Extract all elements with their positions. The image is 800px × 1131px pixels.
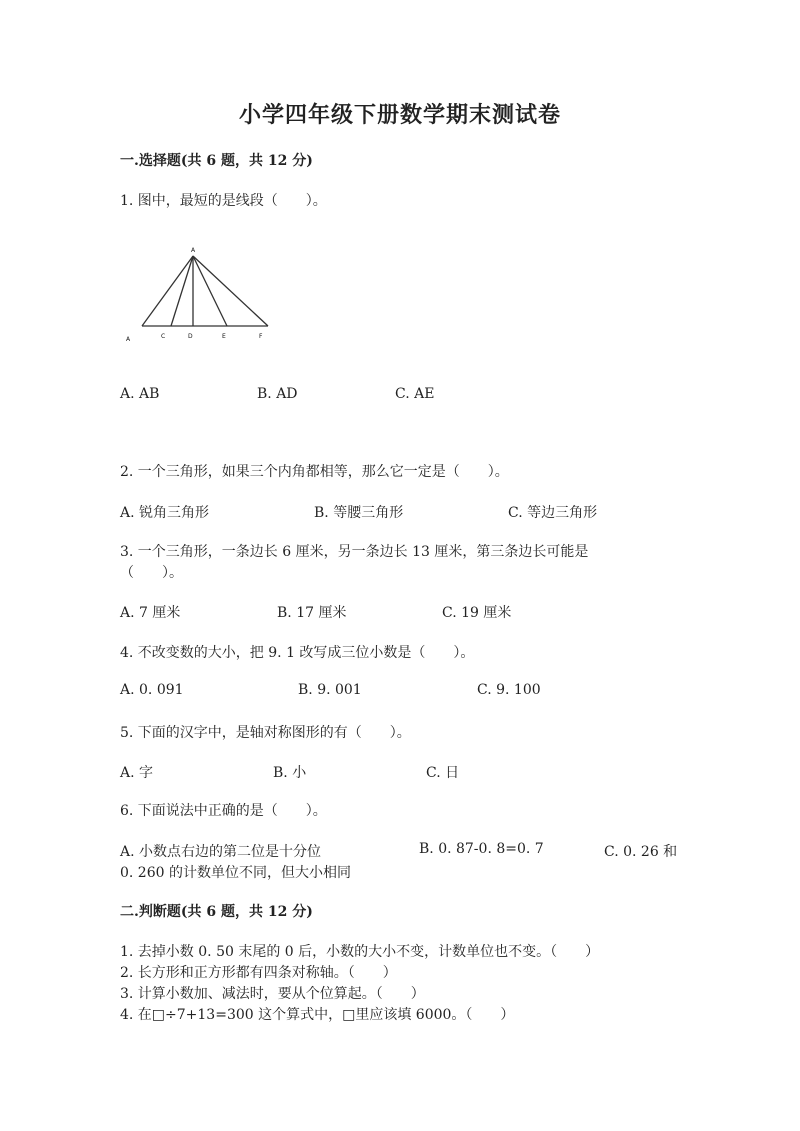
- label-point-f: F: [259, 333, 263, 340]
- judgement-item-3: 3. 计算小数加、减法时，要从个位算起。（ ）: [120, 986, 425, 1002]
- q3-option-a: A. 7 厘米: [120, 605, 181, 621]
- segment-ac: [171, 256, 193, 326]
- q6-option-b: B. 0. 87-0. 8=0. 7: [419, 841, 544, 857]
- judgement-item-2: 2. 长方形和正方形都有四条对称轴。（ ）: [120, 965, 397, 981]
- judgement-item-4: 4. 在□÷7+13=300 这个算式中，□里应该填 6000。（ ）: [120, 1007, 515, 1023]
- question-5: 5. 下面的汉字中，是轴对称图形的有（ ）。: [120, 725, 411, 741]
- q4-option-b: B. 9. 001: [298, 682, 362, 698]
- q2-option-c: C. 等边三角形: [508, 505, 598, 521]
- section-heading-choice: 一.选择题(共 6 题，共 12 分): [120, 153, 313, 169]
- q2-option-a: A. 锐角三角形: [120, 505, 210, 521]
- question-6: 6. 下面说法中正确的是（ ）。: [120, 803, 327, 819]
- q6-option-c-continued: 0. 260 的计数单位不同，但大小相同: [120, 865, 351, 881]
- triangle-figure: [120, 240, 280, 350]
- q3-option-b: B. 17 厘米: [277, 605, 347, 621]
- judgement-item-1: 1. 去掉小数 0. 50 末尾的 0 后，小数的大小不变，计数单位也不变。（ ）: [120, 944, 600, 960]
- q5-option-c: C. 日: [426, 765, 460, 781]
- question-2: 2. 一个三角形，如果三个内角都相等，那么它一定是（ ）。: [120, 464, 509, 480]
- segment-ae: [193, 256, 227, 326]
- page-title: 小学四年级下册数学期末测试卷: [238, 102, 561, 128]
- q3-option-c: C. 19 厘米: [442, 605, 512, 621]
- label-point-c: C: [161, 333, 166, 340]
- segment-ab: [142, 256, 193, 326]
- q4-option-c: C. 9. 100: [477, 682, 541, 698]
- label-point-d: D: [188, 333, 193, 340]
- question-4: 4. 不改变数的大小，把 9. 1 改写成三位小数是（ ）。: [120, 645, 475, 661]
- q1-option-b: B. AD: [257, 386, 298, 402]
- q5-option-b: B. 小: [273, 765, 307, 781]
- q6-option-c: C. 0. 26 和: [604, 844, 678, 860]
- question-1: 1. 图中，最短的是线段（ ）。: [120, 193, 327, 209]
- q2-option-b: B. 等腰三角形: [314, 505, 404, 521]
- label-apex: A: [191, 247, 196, 254]
- q6-option-a: A. 小数点右边的第二位是十分位: [120, 844, 322, 860]
- q1-option-c: C. AE: [395, 386, 435, 402]
- question-3-line-1: 3. 一个三角形，一条边长 6 厘米，另一条边长 13 厘米，第三条边长可能是: [120, 544, 589, 560]
- section-heading-judgement: 二.判断题(共 6 题，共 12 分): [120, 904, 313, 920]
- label-point-1: A: [126, 336, 131, 343]
- q1-option-a: A. AB: [120, 386, 160, 402]
- label-point-e: E: [222, 333, 226, 340]
- segment-af: [193, 256, 268, 326]
- q5-option-a: A. 字: [120, 765, 154, 781]
- q4-option-a: A. 0. 091: [120, 682, 184, 698]
- question-3-line-2: （ ）。: [120, 565, 183, 581]
